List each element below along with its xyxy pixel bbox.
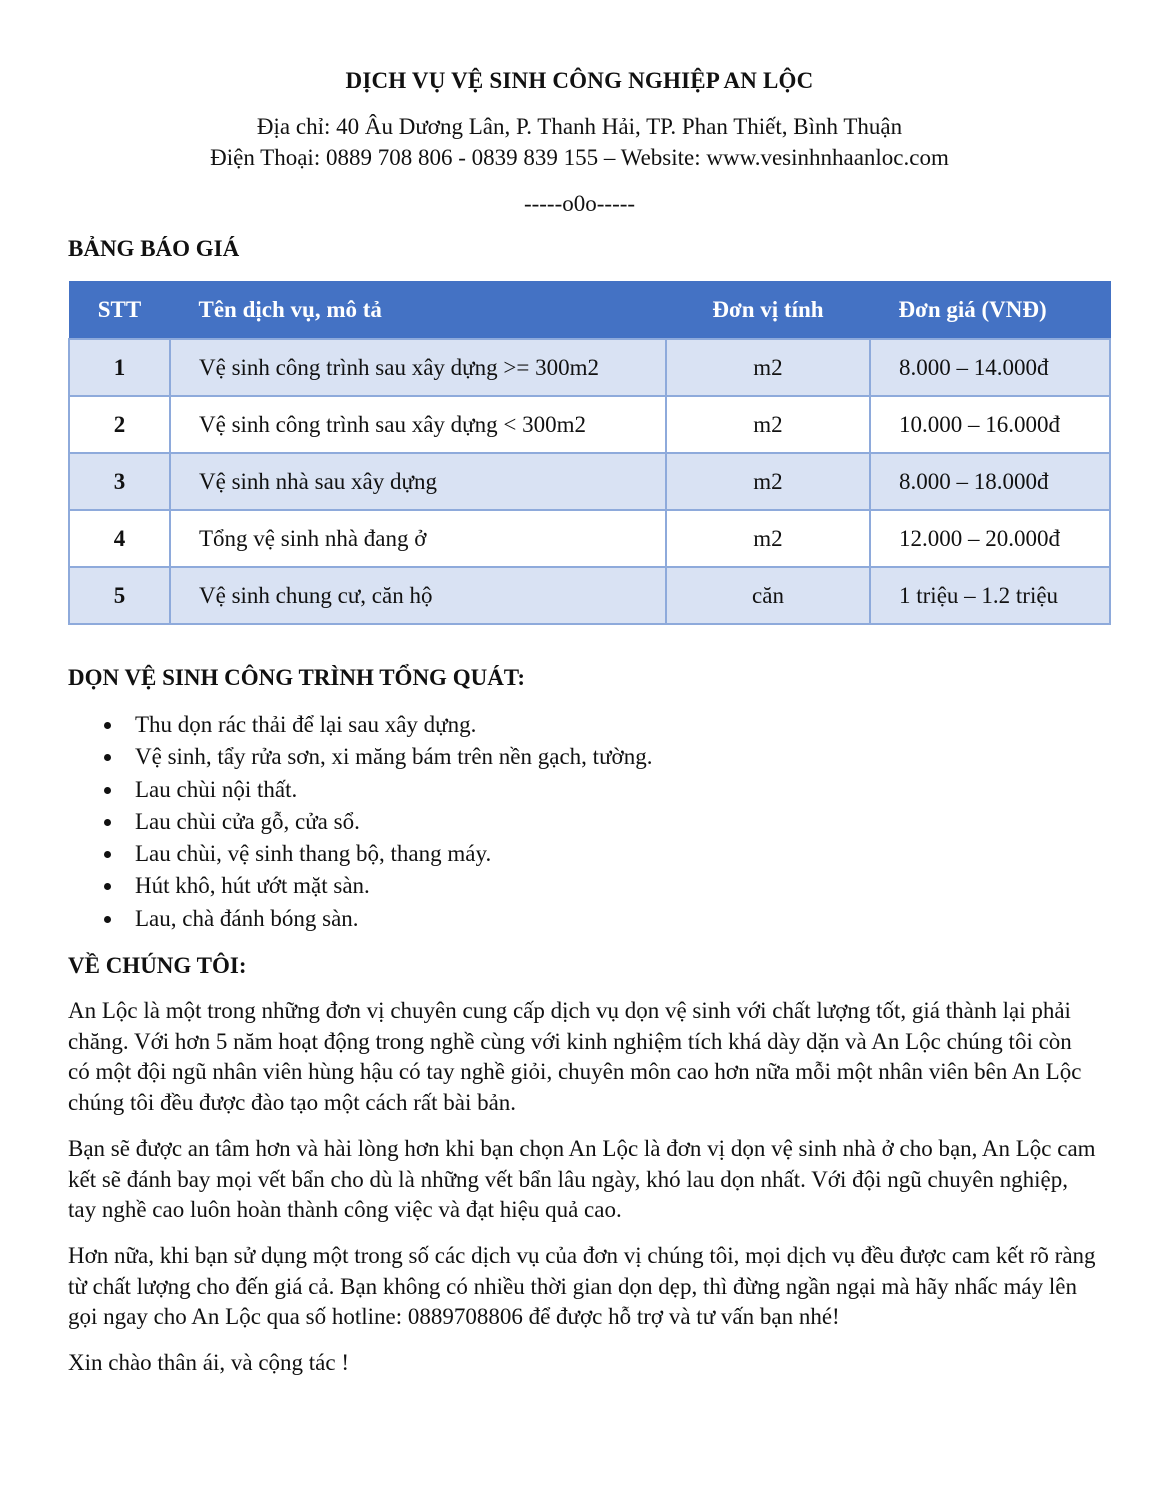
list-item: [68, 870, 652, 902]
closing-line: Xin chào thân ái, và cộng tác !: [68, 1350, 349, 1375]
row-stt: 3: [69, 453, 170, 510]
list-item-text: Lau, chà đánh bóng sàn.: [135, 905, 359, 931]
row-price: 8.000 – 14.000đ: [870, 339, 1110, 396]
row-service: Vệ sinh chung cư, căn hộ: [170, 567, 666, 624]
row-stt: 4: [69, 510, 170, 567]
row-unit: căn: [666, 567, 870, 624]
about-paragraph: Hơn nữa, khi bạn sử dụng một trong số các dịch vụ của đơn vị chúng tôi, mọi dịch vụ đều được cam kết rõ ràng từ chất lượng cho đến giá cả. Bạn không có nhiều thời gian dọn dẹp, thì đừng ngần ngại mà hãy nhấc máy lên gọi ngay cho An Lộc qua số hotline: 0889708806 để được hỗ trợ và tư vấn bạn nhé!: [68, 1243, 1096, 1329]
general-cleaning-heading: DỌN VỆ SINH CÔNG TRÌNH TỔNG QUÁT:: [68, 665, 526, 690]
bullet-icon: [104, 787, 111, 794]
company-title: DỊCH VỤ VỆ SINH CÔNG NGHIỆP AN LỘC: [345, 68, 814, 93]
about-paragraph: An Lộc là một trong những đơn vị chuyên cung cấp dịch vụ dọn vệ sinh với chất lượng tốt, giá thành lại phải chăng. Với hơn 5 năm hoạt động trong nghề cùng với kinh nghiệm tích khá dày dặn và An Lộc chúng tôi còn có một đội ngũ nhân viên hùng hậu có tay nghề giỏi, chuyên môn cao hơn nữa mỗi một nhân viên bên An Lộc chúng tôi đều được đào tạo một cách rất bài bản.: [68, 998, 1082, 1115]
row-price: 10.000 – 16.000đ: [870, 396, 1110, 453]
row-price: 8.000 – 18.000đ: [870, 453, 1110, 510]
table-row: [69, 396, 1110, 453]
row-unit: m2: [666, 510, 870, 567]
column-header-stt: STT: [69, 282, 170, 340]
list-item: [68, 741, 652, 773]
row-stt: 1: [69, 339, 170, 396]
bullet-icon: [104, 851, 111, 858]
row-stt: 2: [69, 396, 170, 453]
list-item-text: Thu dọn rác thải để lại sau xây dựng.: [135, 712, 477, 737]
row-unit: m2: [666, 339, 870, 396]
column-header-unit: Đơn vị tính: [666, 282, 870, 340]
row-service: Vệ sinh công trình sau xây dựng < 300m2: [170, 396, 666, 453]
table-header-row: [69, 282, 1110, 340]
bullet-icon: [104, 916, 111, 923]
company-address: Địa chỉ: 40 Âu Dương Lân, P. Thanh Hải, TP. Phan Thiết, Bình Thuận: [256, 114, 903, 139]
bullet-icon: [104, 883, 111, 890]
list-item-text: Vệ sinh, tẩy rửa sơn, xi măng bám trên nền gạch, tường.: [135, 744, 653, 770]
row-price: 1 triệu – 1.2 triệu: [870, 567, 1110, 624]
row-service: Vệ sinh công trình sau xây dựng >= 300m2: [170, 339, 666, 396]
bullet-icon: [104, 819, 111, 826]
table-row: [69, 567, 1110, 624]
row-unit: m2: [666, 396, 870, 453]
row-unit: m2: [666, 453, 870, 510]
list-item-text: Lau chùi, vệ sinh thang bộ, thang máy.: [135, 841, 492, 867]
company-contact: Điện Thoại: 0889 708 806 - 0839 839 155 – Website: www.vesinhnhaanloc.com: [210, 145, 949, 170]
table-row: [69, 453, 1110, 510]
list-item: [68, 806, 652, 838]
list-item-text: Hút khô, hút ướt mặt sàn.: [135, 873, 370, 899]
list-item: [68, 774, 652, 806]
column-header-price: Đơn giá (VNĐ): [870, 282, 1110, 340]
about-us-heading: VỀ CHÚNG TÔI:: [68, 953, 247, 978]
list-item-text: Lau chùi cửa gỗ, cửa sổ.: [135, 808, 360, 834]
bullet-icon: [104, 754, 111, 761]
price-table: [68, 281, 1111, 625]
table-row: [69, 510, 1110, 567]
list-item-text: Lau chùi nội thất.: [135, 776, 298, 802]
row-service: Tổng vệ sinh nhà đang ở: [170, 510, 666, 567]
column-header-service: Tên dịch vụ, mô tả: [170, 282, 666, 340]
row-stt: 5: [69, 567, 170, 624]
bullet-icon: [104, 722, 111, 729]
list-item: [68, 903, 652, 935]
row-price: 12.000 – 20.000đ: [870, 510, 1110, 567]
price-table-heading: BẢNG BÁO GIÁ: [68, 236, 240, 261]
general-cleaning-list: [68, 709, 652, 935]
about-paragraph: Bạn sẽ được an tâm hơn và hài lòng hơn khi bạn chọn An Lộc là đơn vị dọn vệ sinh nhà ở cho bạn, An Lộc cam kết sẽ đánh bay mọi vết bẩn cho dù là những vết bẩn lâu ngày, khó lau dọn nhất. Với đội ngũ chuyên nghiệp, tay nghề cao luôn hoàn thành công việc và đạt hiệu quả cao.: [68, 1136, 1096, 1222]
list-item: [68, 709, 652, 741]
list-item: [68, 838, 652, 870]
header-separator: -----o0o-----: [523, 191, 636, 216]
table-row: [69, 339, 1110, 396]
row-service: Vệ sinh nhà sau xây dựng: [170, 453, 666, 510]
